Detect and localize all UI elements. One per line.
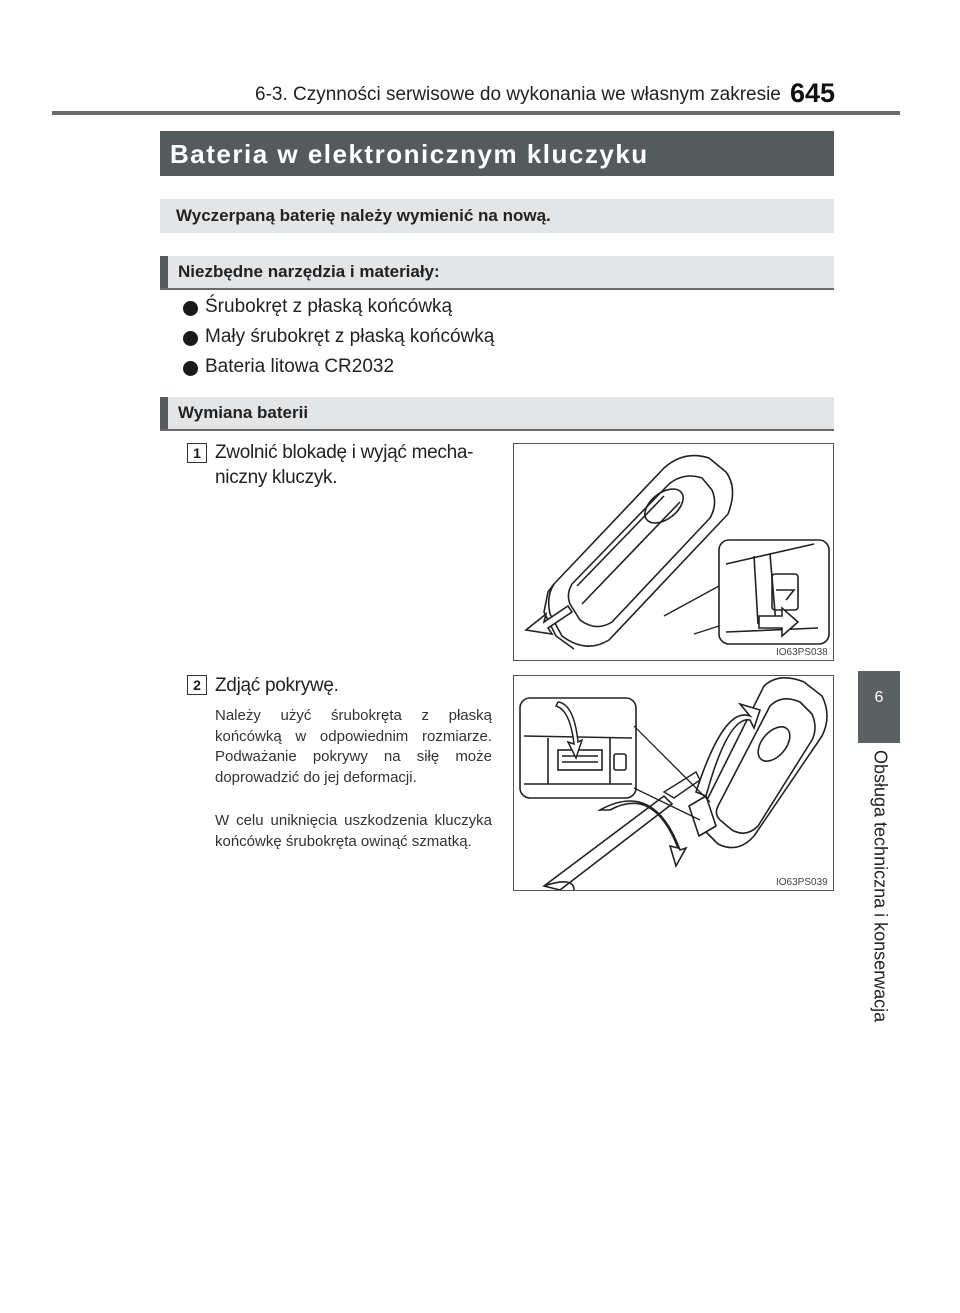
bullet-icon bbox=[183, 331, 198, 346]
tools-heading: Niezbędne narzędzia i materiały: bbox=[178, 262, 440, 281]
replacement-heading-bar bbox=[160, 397, 834, 431]
chapter-number: 6 bbox=[874, 689, 884, 706]
section-title-bar bbox=[160, 131, 834, 176]
figure-remove-cover bbox=[513, 675, 834, 891]
chapter-title: Obsługa techniczna i konserwacja bbox=[870, 750, 891, 1023]
key-release-illustration bbox=[514, 444, 833, 660]
figure-release-key bbox=[513, 443, 834, 661]
bullet-icon bbox=[183, 361, 198, 376]
chapter-title-vertical bbox=[860, 750, 900, 1050]
intro-text: Wyczerpaną baterię należy wymienić na nową. bbox=[176, 206, 551, 225]
section-title: Bateria w elektronicznym kluczyku bbox=[170, 139, 649, 169]
replacement-heading: Wymiana baterii bbox=[178, 403, 309, 422]
tools-heading-bar bbox=[160, 256, 834, 290]
cover-removal-illustration bbox=[514, 676, 833, 890]
chapter-tab bbox=[858, 671, 900, 743]
step-2-note-1: Należy użyć śrubokręta z płaską końcówką w odpowiednim rozmiarze. Podważanie pokrywy na siłę może doprowadzić do jej deformacji. bbox=[215, 707, 492, 786]
step-1-text: Zwolnić blokadę i wyjąć mecha- niczny kluczyk. bbox=[215, 442, 474, 488]
intro-box bbox=[160, 199, 834, 233]
header-rule bbox=[52, 111, 900, 115]
step-number-2: 2 bbox=[187, 675, 207, 695]
step-2-note-2: W celu uniknięcia uszkodzenia kluczyka końcówkę śrubokręta owinąć szmatką. bbox=[215, 812, 492, 850]
running-header: 6-3. Czynności serwisowe do wykonania we własnym zakresie bbox=[255, 84, 781, 105]
figure-code: IO63PS039 bbox=[776, 877, 828, 888]
figure-code: IO63PS038 bbox=[776, 647, 828, 658]
bullet-icon bbox=[183, 301, 198, 316]
step-number-1: 1 bbox=[187, 443, 207, 463]
step-2-text: Zdjąć pokrywę. bbox=[215, 675, 339, 696]
page-number: 645 bbox=[790, 78, 836, 108]
